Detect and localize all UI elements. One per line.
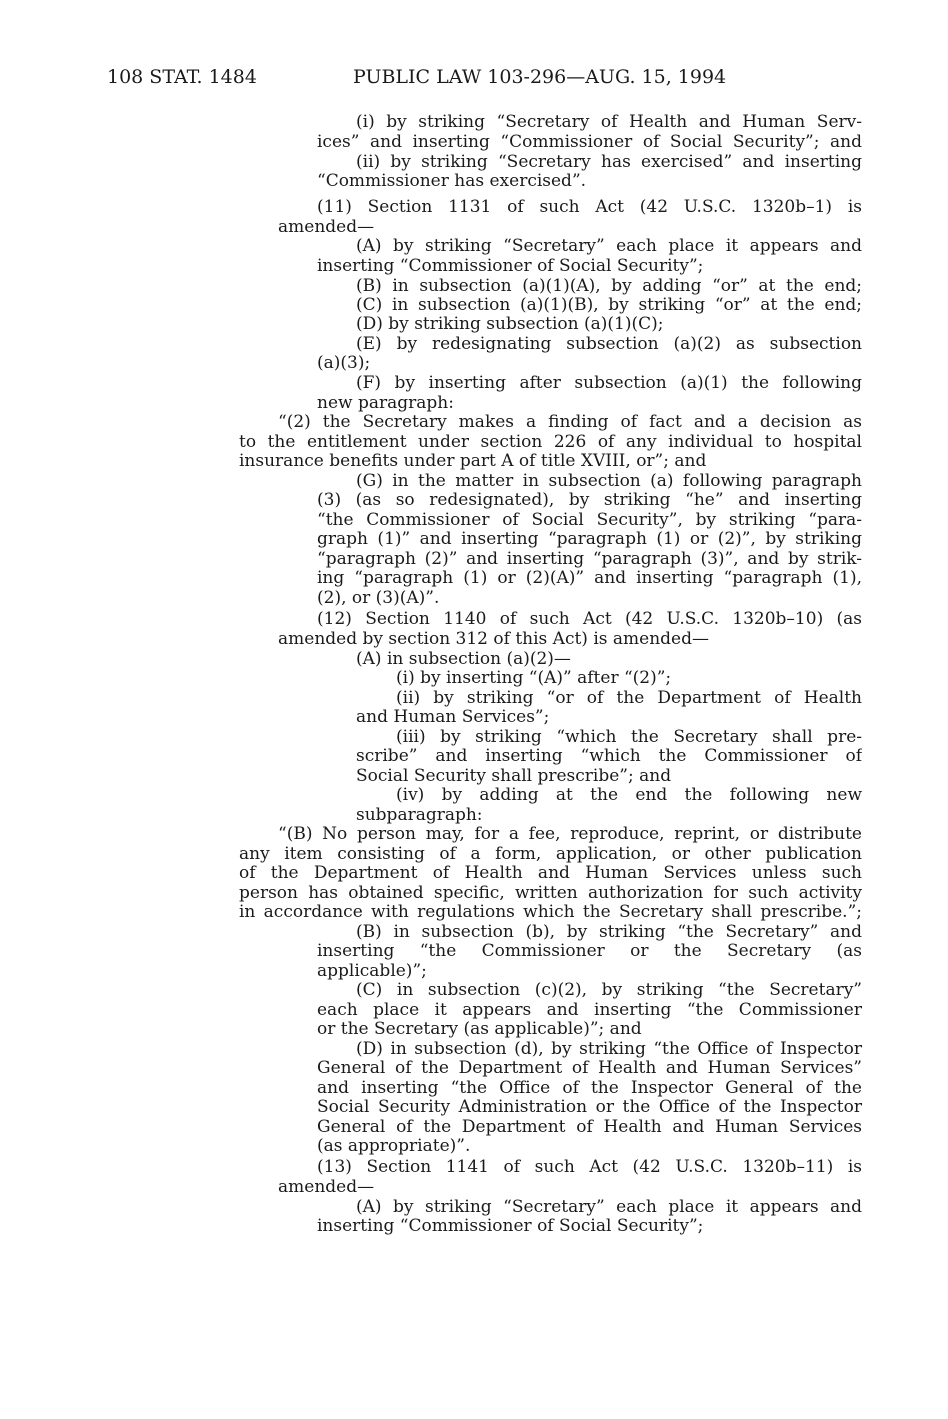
text-line: new paragraph: xyxy=(317,393,454,413)
text-line: (ii) by striking “Secretary has exercised” and inserting xyxy=(356,152,862,172)
text-line: inserting “Commissioner of Social Security”; xyxy=(317,1216,704,1236)
text-line: graph (1)” and inserting “paragraph (1) or (2)”, by striking xyxy=(317,529,862,549)
text-line: (ii) by striking “or of the Department of Health xyxy=(396,688,862,708)
text-line: (i) by inserting “(A)” after “(2)”; xyxy=(396,668,672,688)
text-line: of the Department of Health and Human Services unless such xyxy=(239,863,862,883)
text-line: (G) in the matter in subsection (a) following paragraph xyxy=(356,471,862,491)
text-line: amended by section 312 of this Act) is amended— xyxy=(278,629,709,649)
text-line: applicable)”; xyxy=(317,961,427,981)
statute-page-citation: 108 STAT. 1484 xyxy=(107,66,257,88)
text-line: Social Security Administration or the Office of the Inspector xyxy=(317,1097,862,1117)
text-line: amended— xyxy=(278,1177,375,1197)
text-line: (iv) by adding at the end the following new xyxy=(396,785,862,805)
text-line: any item consisting of a form, application, or other publication xyxy=(239,844,862,864)
text-line: “the Commissioner of Social Security”, by striking “para- xyxy=(317,510,862,530)
text-line: (iii) by striking “which the Secretary shall pre- xyxy=(396,727,862,747)
text-line: and Human Services”; xyxy=(356,707,550,727)
text-line: (i) by striking “Secretary of Health and Human Serv- xyxy=(356,112,862,132)
text-line: ices” and inserting “Commissioner of Social Security”; and xyxy=(317,132,862,152)
text-line: inserting “Commissioner of Social Security”; xyxy=(317,256,704,276)
text-line: scribe” and inserting “which the Commissioner of xyxy=(356,746,862,766)
text-line: (D) in subsection (d), by striking “the Office of Inspector xyxy=(356,1039,862,1059)
text-line: Social Security shall prescribe”; and xyxy=(356,766,672,786)
page-header xyxy=(107,66,798,94)
text-line: (2), or (3)(A)”. xyxy=(317,588,440,608)
text-line: “paragraph (2)” and inserting “paragraph (3)”, and by strik- xyxy=(317,549,862,569)
text-line: (E) by redesignating subsection (a)(2) as subsection xyxy=(356,334,862,354)
text-line: person has obtained specific, written authorization for such activity xyxy=(239,883,862,903)
text-line: (B) in subsection (b), by striking “the Secretary” and xyxy=(356,922,862,942)
text-line: insurance benefits under part A of title XVIII, or”; and xyxy=(239,451,707,471)
text-line: inserting “the Commissioner or the Secretary (as xyxy=(317,941,862,961)
text-line: (F) by inserting after subsection (a)(1) the following xyxy=(356,373,862,393)
text-line: (B) in subsection (a)(1)(A), by adding “or” at the end; xyxy=(356,276,862,296)
text-line: amended— xyxy=(278,217,375,237)
text-line: or the Secretary (as applicable)”; and xyxy=(317,1019,642,1039)
text-line: ing “paragraph (1) or (2)(A)” and inserting “paragraph (1), xyxy=(317,568,862,588)
text-line: (D) by striking subsection (a)(1)(C); xyxy=(356,314,664,334)
text-line: (13) Section 1141 of such Act (42 U.S.C. 1320b–11) is xyxy=(317,1157,862,1177)
text-line: General of the Department of Health and Human Services” xyxy=(317,1058,862,1078)
text-line: to the entitlement under section 226 of any individual to hospital xyxy=(239,432,862,452)
text-line: (A) by striking “Secretary” each place it appears and xyxy=(356,236,862,256)
text-line: (C) in subsection (c)(2), by striking “the Secretary” xyxy=(356,980,862,1000)
text-line: (11) Section 1131 of such Act (42 U.S.C. 1320b–1) is xyxy=(317,197,862,217)
text-line: and inserting “the Office of the Inspector General of the xyxy=(317,1078,862,1098)
text-line: (A) by striking “Secretary” each place it appears and xyxy=(356,1197,862,1217)
text-line: “Commissioner has exercised”. xyxy=(317,171,587,191)
text-line: “(B) No person may, for a fee, reproduce, reprint, or distribute xyxy=(278,824,862,844)
text-line: in accordance with regulations which the Secretary shall prescribe.”; xyxy=(239,902,862,922)
text-line: (12) Section 1140 of such Act (42 U.S.C. 1320b–10) (as xyxy=(317,609,862,629)
text-line: General of the Department of Health and Human Services xyxy=(317,1117,862,1137)
text-line: “(2) the Secretary makes a finding of fact and a decision as xyxy=(278,412,862,432)
text-line: (a)(3); xyxy=(317,353,371,373)
public-law-heading: PUBLIC LAW 103-296—AUG. 15, 1994 xyxy=(353,66,727,88)
text-line: (3) (as so redesignated), by striking “he” and inserting xyxy=(317,490,862,510)
text-line: (A) in subsection (a)(2)— xyxy=(356,649,571,669)
text-line: subparagraph: xyxy=(356,805,483,825)
text-line: each place it appears and inserting “the Commissioner xyxy=(317,1000,862,1020)
text-line: (C) in subsection (a)(1)(B), by striking “or” at the end; xyxy=(356,295,862,315)
text-line: (as appropriate)”. xyxy=(317,1136,471,1156)
